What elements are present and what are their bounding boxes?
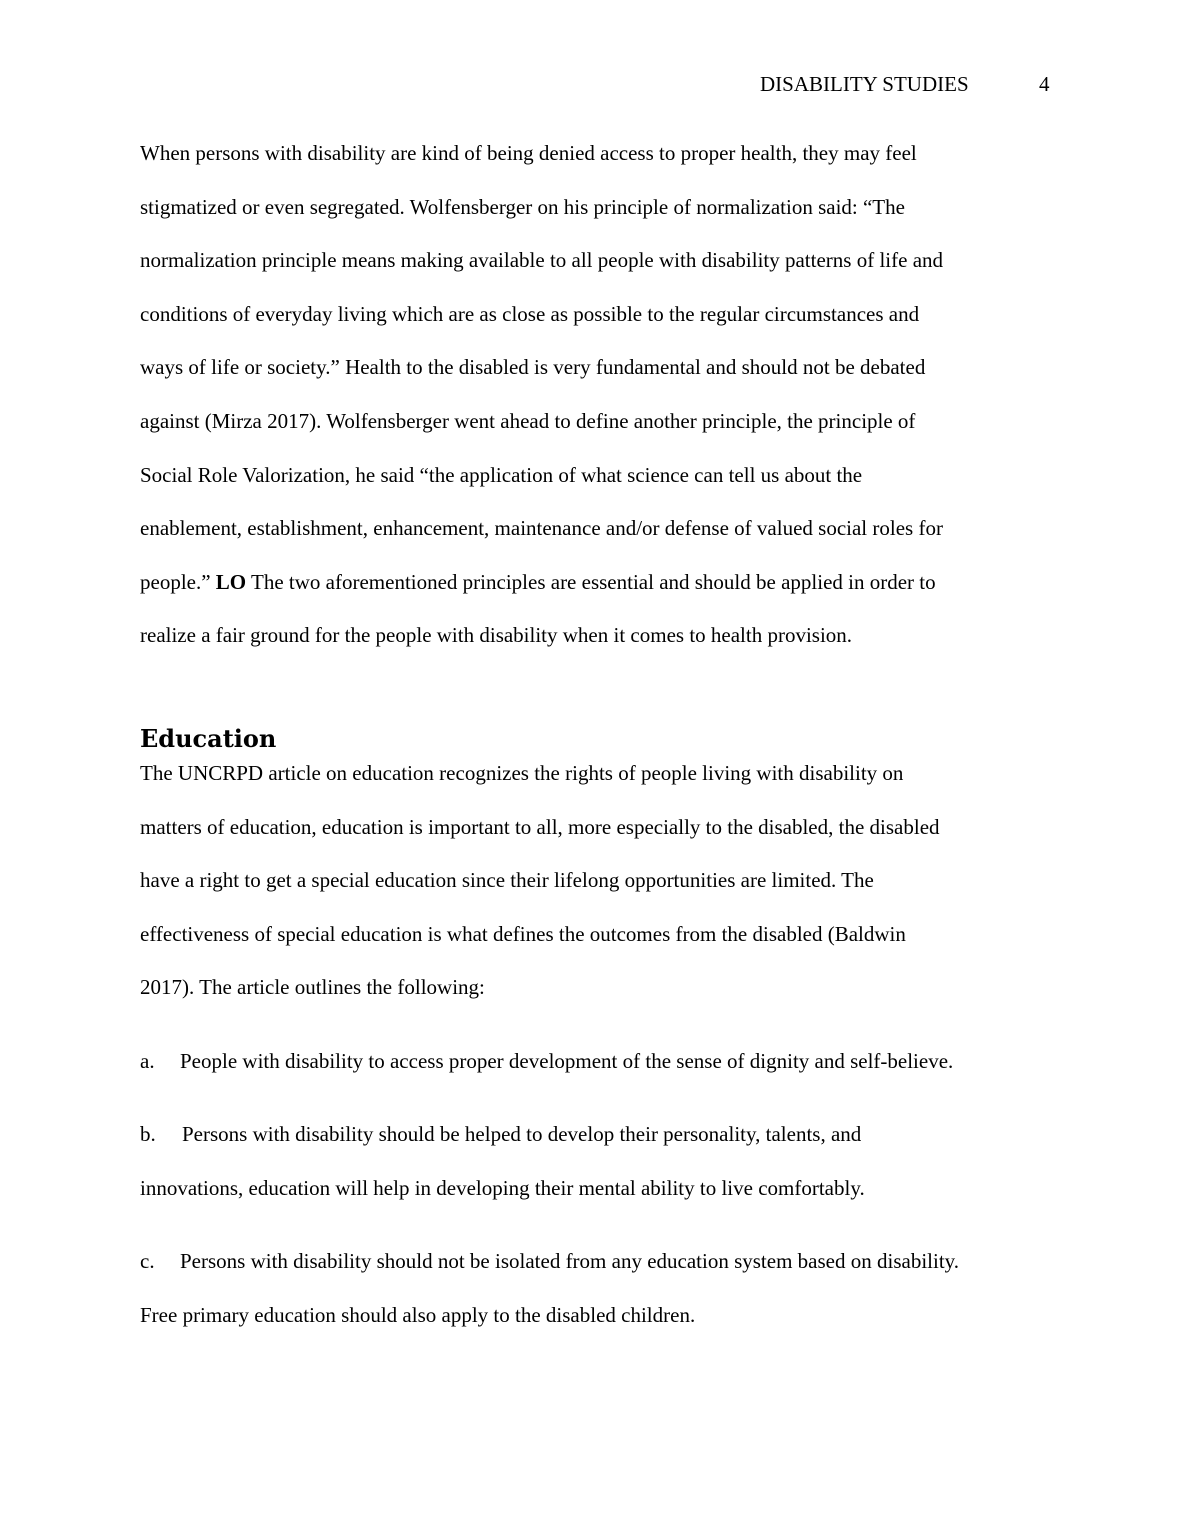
text-segment: The two aforementioned principles are essential and should be applied in order to xyxy=(246,569,936,594)
list-item-c xyxy=(140,1235,1060,1342)
list-item-b xyxy=(140,1108,1060,1215)
text-segment: people.” xyxy=(140,569,216,594)
list-marker: a. xyxy=(140,1049,155,1073)
list-item-a xyxy=(140,1035,1060,1089)
text-line: innovations, education will help in developing their mental ability to live comfortably. xyxy=(140,1175,865,1200)
list-marker: c. xyxy=(140,1249,155,1273)
text-line: Free primary education should also apply to the disabled children. xyxy=(140,1302,696,1327)
text-line: effectiveness of special education is what defines the outcomes from the disabled (Baldwin xyxy=(140,921,906,946)
list-text: People with disability to access proper development of the sense of dignity and self-believe. xyxy=(180,1049,954,1073)
text-line: The UNCRPD article on education recognizes the rights of people living with disability on xyxy=(140,761,904,785)
text-line: normalization principle means making available to all people with disability patterns of life and xyxy=(140,248,944,273)
section-heading-education: Education xyxy=(140,724,277,753)
text-line xyxy=(140,1108,1060,1162)
text-line xyxy=(140,1035,1060,1089)
text-line: against (Mirza 2017). Wolfensberger went ahead to define another principle, the principle of xyxy=(140,408,916,433)
text-line: enablement, establishment, enhancement, maintenance and/or defense of valued social roles for xyxy=(140,516,943,541)
list-text: Persons with disability should be helped to develop their personality, talents, and xyxy=(182,1122,862,1146)
education-paragraph xyxy=(140,747,1050,1015)
list-marker: b. xyxy=(140,1122,156,1146)
text-line: realize a fair ground for the people with disability when it comes to health provision. xyxy=(140,623,853,648)
text-line: Social Role Valorization, he said “the application of what science can tell us about the xyxy=(140,462,863,487)
text-line: ways of life or society.” Health to the disabled is very fundamental and should not be debated xyxy=(140,355,926,380)
text-line: conditions of everyday living which are as close as possible to the regular circumstances and xyxy=(140,301,920,326)
text-line: have a right to get a special education since their lifelong opportunities are limited. The xyxy=(140,868,874,893)
health-paragraph xyxy=(140,127,1050,663)
list-text: Persons with disability should not be isolated from any education system based on disability. xyxy=(180,1249,960,1273)
running-head: DISABILITY STUDIES xyxy=(760,72,969,96)
text-line xyxy=(140,556,1050,610)
comment-marker: LO xyxy=(215,569,247,594)
text-line: 2017). The article outlines the following: xyxy=(140,975,485,1000)
text-line: matters of education, education is important to all, more especially to the disabled, the disabled xyxy=(140,814,940,839)
page-number: 4 xyxy=(1039,72,1050,96)
text-line: stigmatized or even segregated. Wolfensberger on his principle of normalization said: “The xyxy=(140,194,905,219)
text-line: When persons with disability are kind of being denied access to proper health, they may feel xyxy=(140,141,917,165)
text-line xyxy=(140,1235,1060,1289)
